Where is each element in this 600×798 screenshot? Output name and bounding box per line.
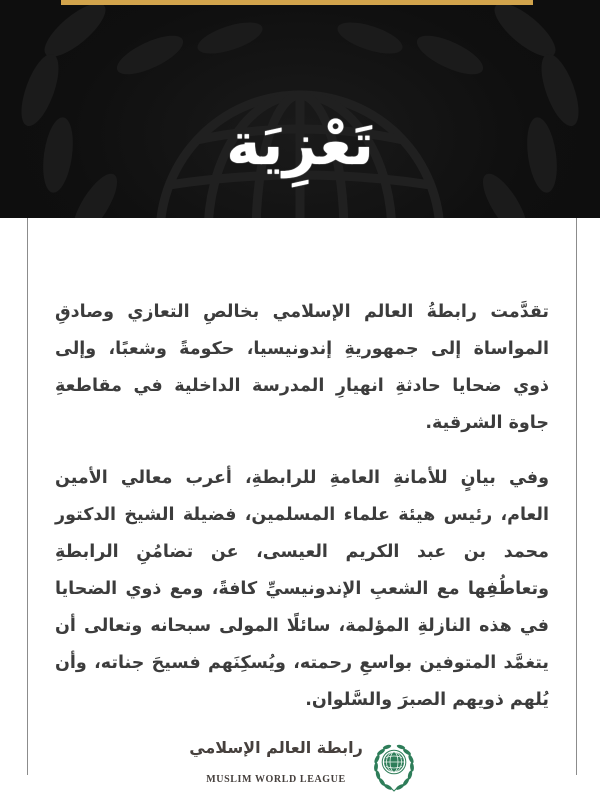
header-banner — [0, 0, 600, 218]
org-name-english: MUSLIM WORLD LEAGUE — [206, 774, 346, 785]
footer-logo — [55, 737, 549, 798]
gold-accent-bar — [61, 0, 533, 5]
org-name-arabic: رابطة العالم الإسلامي — [189, 738, 363, 757]
statement-frame — [27, 218, 577, 785]
banner-title-calligraphy: تَعْزِيَة — [226, 110, 374, 178]
statement-paragraph-1: تقدَّمت رابطةُ العالم الإسلامي بخالصِ التعازي وصادقِ المواساة إلى جمهوريةِ إندونيسيا، حكومةً وشعبًا، وإلى ذوي ضحايا حادثةِ انهيارِ المدرسة الداخلية في مقاطعةِ جاوة الشرقية. — [55, 302, 549, 433]
mwl-emblem-icon — [373, 742, 415, 794]
statement-paragraph-2: وفي بيانٍ للأمانةِ العامةِ للرابطةِ، أعرب معالي الأمين العام، رئيس هيئة علماء المسلمين، فضيلة الشيخ الدكتور محمد بن عبد الكريم العيسى، عن تضامُنِ الرابطةِ وتعاطُفِها مع الشعبِ الإندونيسيِّ كافةً، ومع ذوي الضحايا في هذه النازلةِ المؤلمة، سائلًا المولى سبحانه وتعالى أن يتغمَّد المتوفين بواسعِ رحمته، ويُسكِنَهم فسيحَ جناته، وأن يُلهم ذويهم الصبرَ والسَّلوان. — [55, 468, 549, 710]
statement-body — [28, 218, 576, 798]
footer-logo-text — [189, 737, 363, 798]
